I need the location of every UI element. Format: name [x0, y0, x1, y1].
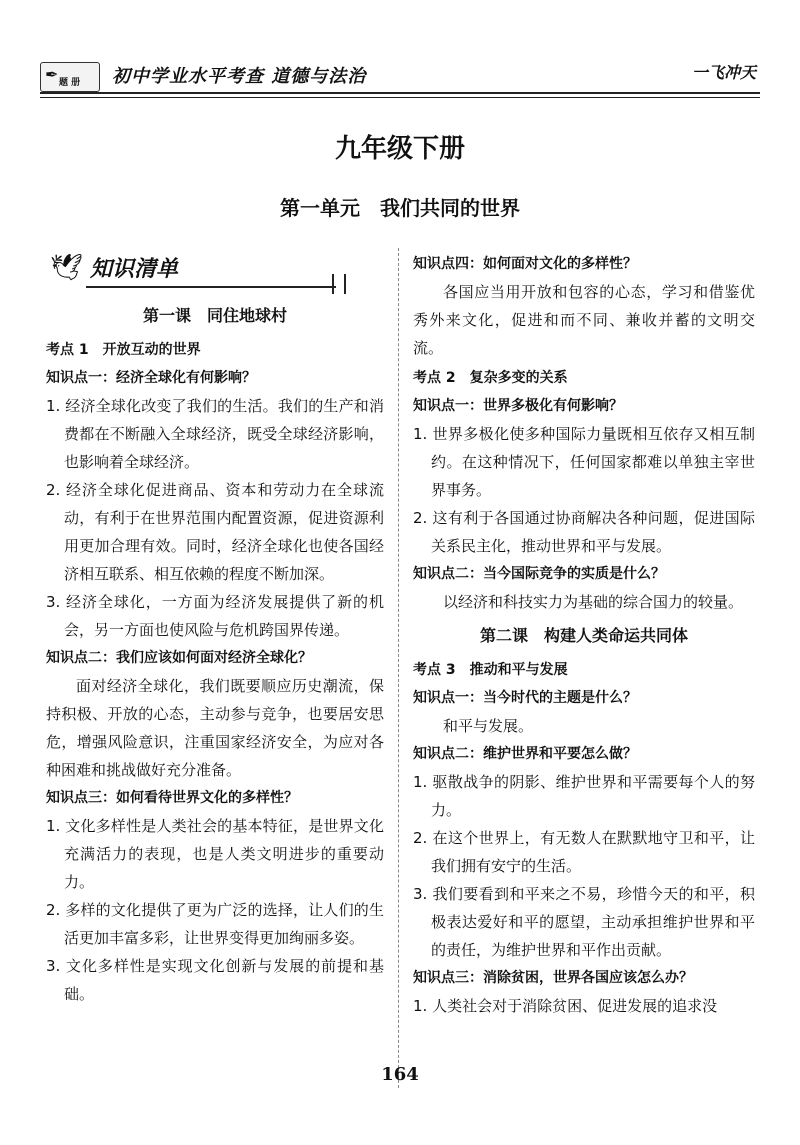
left-column — [46, 250, 384, 1008]
list-item: 3. 我们要看到和平来之不易，珍惜今天的和平，积极表达爱好和平的愿望，主动承担维护世界和平的责任，为维护世界和平作出贡献。 — [413, 885, 755, 959]
header-title: 初中学业水平考查 道德与法治 — [112, 66, 367, 87]
page-title: 九年级下册 — [334, 134, 465, 164]
book-badge — [40, 62, 100, 92]
list-item: 2. 这有利于各国通过协商解决各种问题，促进国际关系民主化，推动世界和平与发展。 — [413, 509, 755, 555]
unit-title: 第一单元 我们共同的世界 — [280, 196, 520, 220]
seal-icon: ✒ — [45, 65, 59, 84]
knowledge-point-title: 知识点二：维护世界和平要怎么做？ — [413, 746, 637, 762]
kaodian-text: 开放互动的世界 — [102, 342, 201, 358]
knowledge-point-title: 知识点四：如何面对文化的多样性？ — [413, 256, 637, 272]
right-column — [413, 250, 755, 1020]
banner-title: 知识清单 — [90, 257, 179, 282]
paragraph: 以经济和科技实力为基础的综合国力的较量。 — [443, 593, 744, 611]
paragraph: 面对经济全球化，我们既要顺应历史潮流，保持积极、开放的心态，主动参与竞争，也要居安思危，增强风险意识，注重国家经济安全，为应对各种困难和挑战做好充分准备。 — [46, 677, 384, 779]
list-item: 1. 经济全球化改变了我们的生活。我们的生产和消费都在不断融入全球经济，既受全球经济影响，也影响着全球经济。 — [46, 397, 384, 471]
header-rule — [40, 92, 760, 98]
knowledge-point-title: 知识点二：我们应该如何面对经济全球化？ — [46, 650, 312, 666]
kaodian-heading — [413, 364, 755, 392]
kaodian-label: 考点 2 — [413, 370, 456, 386]
kaodian-label: 考点 3 — [413, 662, 456, 678]
list-item: 1. 世界多极化使多种国际力量既相互依存又相互制约。在这种情况下，任何国家都难以单独主宰世界事务。 — [413, 425, 755, 499]
knowledge-point-title: 知识点二：当今国际竞争的实质是什么？ — [413, 566, 665, 582]
list-item: 1. 人类社会对于消除贫困、促进发展的追求没 — [413, 997, 718, 1015]
kaodian-label: 考点 1 — [46, 342, 89, 358]
knowledge-point-title: 知识点一：经济全球化有何影响？ — [46, 370, 256, 386]
knowledge-point-title: 知识点一：当今时代的主题是什么？ — [413, 690, 637, 706]
bird-icon: 🕊 — [50, 253, 84, 283]
brand-logo: 一飞冲天 — [691, 63, 756, 82]
kaodian-text: 推动和平与发展 — [469, 662, 568, 678]
list-item: 2. 多样的文化提供了更为广泛的选择，让人们的生活更加丰富多彩，让世界变得更加绚丽多姿。 — [46, 901, 384, 947]
kaodian-text: 复杂多变的关系 — [469, 370, 568, 386]
list-item: 3. 文化多样性是实现文化创新与发展的前提和基础。 — [46, 957, 384, 1003]
lesson-title: 第二课 构建人类命运共同体 — [479, 626, 688, 645]
banner-end-mark — [332, 274, 346, 294]
list-item: 3. 经济全球化，一方面为经济发展提供了新的机会，另一方面也使风险与危机跨国界传递。 — [46, 593, 384, 639]
knowledge-point-title: 知识点三：消除贫困，世界各国应该怎么办？ — [413, 970, 693, 986]
banner-line — [86, 286, 336, 288]
knowledge-point-title: 知识点一：世界多极化有何影响？ — [413, 398, 623, 414]
kaodian-heading — [46, 336, 384, 364]
column-divider — [398, 248, 399, 1088]
page-number: 164 — [381, 1064, 419, 1085]
lesson-title: 第一课 同住地球村 — [142, 306, 287, 325]
list-item: 2. 经济全球化促进商品、资本和劳动力在全球流动，有利于在世界范围内配置资源，促进资源利用更加合理有效。同时，经济全球化也使各国经济相互联系、相互依赖的程度不断加深。 — [46, 481, 384, 583]
page-header — [40, 50, 760, 98]
knowledge-point-title: 知识点三：如何看待世界文化的多样性？ — [46, 790, 298, 806]
list-item: 1. 驱散战争的阴影、维护世界和平需要每个人的努力。 — [413, 773, 755, 819]
list-item: 1. 文化多样性是人类社会的基本特征，是世界文化充满活力的表现，也是人类文明进步的重要动力。 — [46, 817, 384, 891]
list-item: 2. 在这个世界上，有无数人在默默地守卫和平，让我们拥有安宁的生活。 — [413, 829, 755, 875]
section-banner — [46, 250, 384, 296]
paragraph: 和平与发展。 — [443, 717, 534, 735]
badge-text: 题 册 — [59, 78, 81, 88]
paragraph: 各国应当用开放和包容的心态，学习和借鉴优秀外来文化，促进和而不同、兼收并蓄的文明交流。 — [413, 283, 755, 357]
kaodian-heading — [413, 656, 755, 684]
